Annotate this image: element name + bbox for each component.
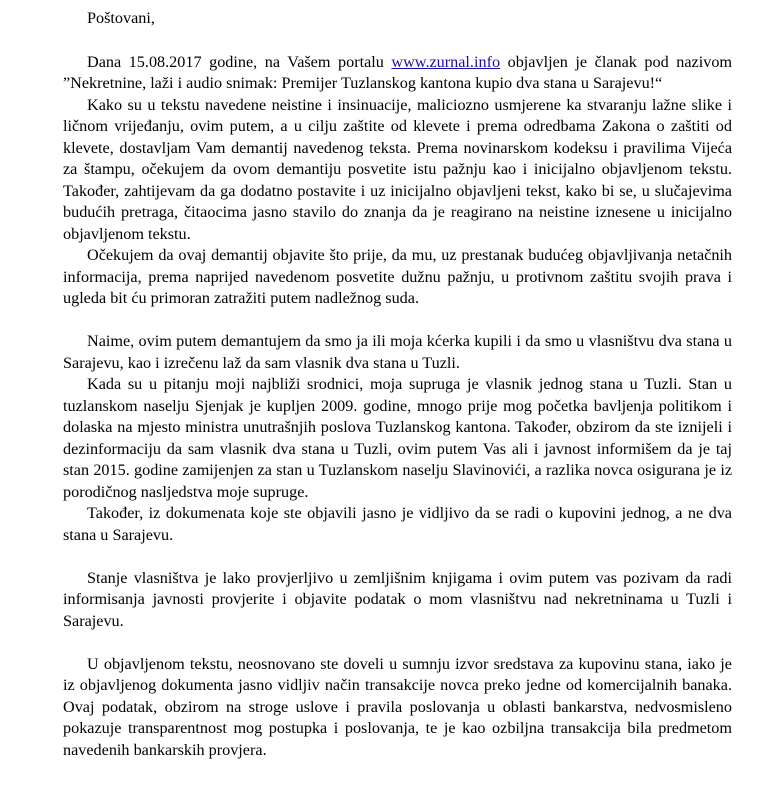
portal-link[interactable]: www.zurnal.info xyxy=(391,52,501,71)
intro-text-before: Dana 15.08.2017 godine, na Vašem portalu xyxy=(87,52,392,71)
paragraph-denial: Naime, ovim putem demantujem da smo ja ili moja kćerka kupili i da smo u vlasništvu dva stana u Sarajevu, kao i izrečenu laž da sam vlasnik dva stana u Tuzli. xyxy=(63,332,732,372)
intro-text-after: objavljen je članak pod nazivom ”Nekretnine, laži i audio snimak: Premijer Tuzlanskog kantona kupio dva stana u Sarajevu!“ xyxy=(63,52,733,92)
paragraph-expectation: Očekujem da ovaj demantij objavite što prije, da mu, uz prestanak budućeg objavljivanja netačnih informacija, prema naprijed navedenom posvetite dužnu pažnju, u protivnom zaštitu svojih prava i ugleda bit ću primoran zatražiti putem nadležnog suda. xyxy=(63,246,732,307)
paragraph-demand: Kako su u tekstu navedene neistine i insinuacije, maliciozno usmjerene ka stvaranju lažne slike i ličnom vrijeđanju, ovim putem, a u cilju zaštite od klevete i prema odredbama Zakona o zaštiti od klevete, dostavljam Vam demantij navedenog teksta. Prema novinarskom kodeksu i pravilima Vijeća za štampu, očekujem da ovom demantiju posvetite istu pažnju kao i inicijalno objavljenom tekstu. Također, zahtijevam da ga dodatno postavite i uz inicijalno objavljeni tekst, kako bi se, u slučajevima budućih pretraga, čitaocima jasno stavilo do znanja da je reagirano na neistine iznesene u inicijalno objavljenom tekstu. xyxy=(63,95,732,243)
paragraph-intro xyxy=(63,52,732,95)
paragraph-relatives: Kada su u pitanju moji najbliži srodnici, moja supruga je vlasnik jednog stana u Tuzli. Stan u tuzlanskom naselju Sjenjak je kupljen 2009. godine, mnogo prije mog početka bavljenja politikom i dolaska na mjesto ministra unutrašnjih poslova Tuzlanskog kantona. Također, obzirom da ste iznijeli i dezinformaciju da sam vlasnik dva stana u Tuzli, ovim putem Vas ali i javnost informišem da je taj stan 2015. godine zamijenjen za stan u Tuzlanskom naselju Slavinovići, a razlika novca osigurana je iz porodičnog nasljedstva moje supruge. xyxy=(63,375,732,501)
paragraph-funds: U objavljenom tekstu, neosnovano ste doveli u sumnju izvor sredstava za kupovinu stana, iako je iz objavljenog dokumenta jasno vidljiv način transakcije novca preko jedne od komercijalnih banaka. Ovaj podatak, obzirom na stroge uslove i pravila poslovanja u oblasti bankarstva, nedvosmisleno pokazuje transparentnost mog postupka i poslovanja, te je kao ozbiljna transakcija bila predmetom navedenih bankarskih provjera. xyxy=(63,654,732,759)
paragraph-documents: Također, iz dokumenata koje ste objavili jasno je vidljivo da se radi o kupovini jednog, a ne dva stana u Sarajevu. xyxy=(63,504,732,544)
paragraph-ownership: Stanje vlasništva je lako provjerljivo u zemljišnim knjigama i ovim putem vas pozivam da radi informisanja javnosti provjerite i objavite podatak o mom vlasništvu nad nekretninama u Tuzli i Sarajevu. xyxy=(63,568,732,630)
salutation: Poštovani, xyxy=(87,9,155,27)
